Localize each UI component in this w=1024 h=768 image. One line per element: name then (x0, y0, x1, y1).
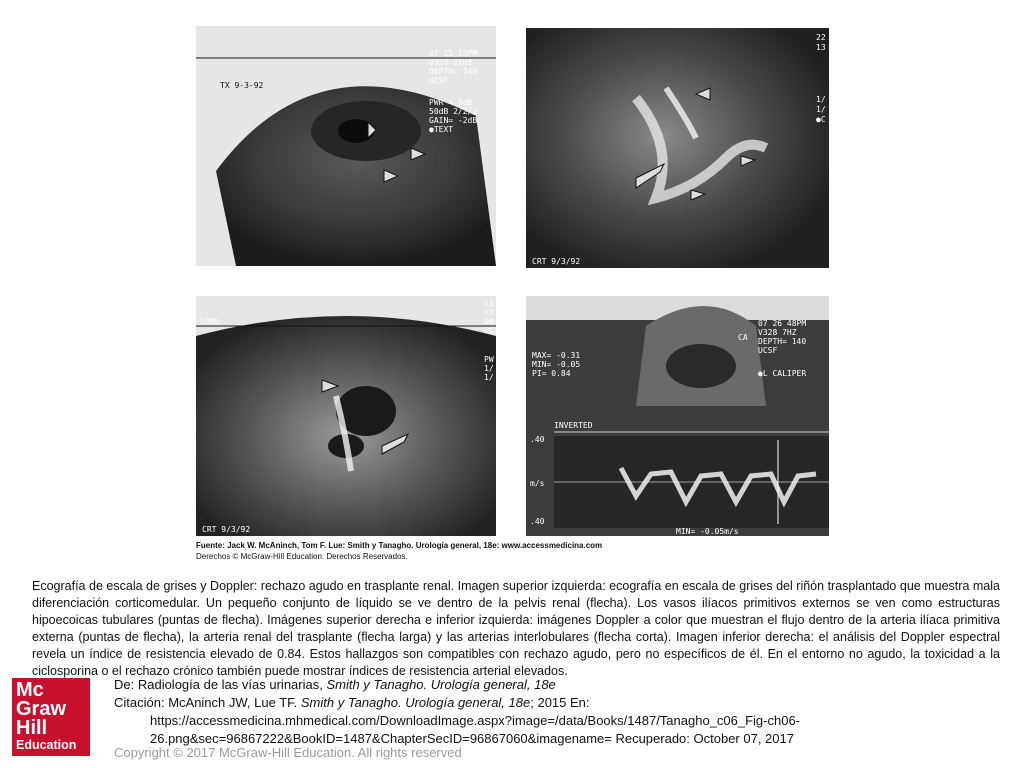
scale-label: .40 (530, 435, 545, 444)
scale-label: m/s (530, 479, 545, 488)
citation-block (114, 676, 1004, 748)
footer-label: CRT 9/3/92 (202, 525, 251, 534)
source-rights-line: Derechos © McGraw-Hill Education. Derechos Reservados. (196, 552, 408, 561)
side-label: 22 (816, 33, 826, 42)
side-label: PW (484, 355, 494, 364)
logo-line: Graw (16, 698, 67, 720)
side-label: ●C (816, 115, 826, 124)
readout-line: MAX= -0.31 (532, 351, 581, 360)
header-line: 07 26 48PM (758, 319, 807, 328)
side-label: 13 (816, 43, 826, 52)
grayscale-scan-image (196, 26, 496, 266)
footer-label: CRT 9/3/92 (532, 257, 581, 266)
header-line: V328 21HZ (429, 58, 473, 67)
scan-id-label: TX 9-3-92 (220, 81, 264, 90)
settings-line: GAIN= -2dB (429, 116, 478, 125)
spectral-doppler-image (526, 296, 829, 536)
scale-label: .40 (530, 517, 545, 526)
header-line: 11 (484, 299, 494, 308)
citation-reference: Citación: McAninch JW, Lue TF. Smith y Tanagho. Urología general, 18e; 2015 En: (114, 695, 590, 710)
mcgraw-hill-logo (12, 678, 90, 756)
side-label: CA (738, 333, 748, 342)
color-doppler-image (526, 28, 829, 268)
doppler-long-image (196, 296, 496, 536)
figure-source (196, 540, 756, 562)
logo-line: Mc (16, 679, 44, 701)
header-line: D8 (484, 317, 494, 326)
side-label: 1/ (484, 373, 494, 382)
figure-caption: Ecografía de escala de grises y Doppler: rechazo agudo en trasplante renal. Imagen superior izquierda: ecografía en escala de grises del riñón trasplantado que muestra mala diferenciación corticomedular. Un pequeño conjunto de líquido se ve dentro de la pelvis renal (flecha). Los vasos ilíacos primitivos externos se ven como estructuras hipoecoicas tubulares (puntas de flecha). Imágenes superior derecha e inferior izquierda: imágenes Doppler a color que muestran el flujo dentro de la arteria ilíaca primitiva externa (puntas de flecha), la arteria renal del trasplante (flecha larga) y las arterias interlobulares (flecha corta). Imagen inferior derecha: el análisis del Doppler espectral revela un índice de resistencia elevado de 0.84. Estos hallazgos son compatibles con rechazo agudo, pero no específicos de él. En el entorno no agudo, la toxicidad a la ciclosporina o el rechazo crónico también puede mostrar índices de resistencia arterial elevados. (32, 579, 1000, 678)
side-label: 1/ (484, 364, 494, 373)
panel-color-doppler-top (526, 28, 829, 268)
copyright-notice: Copyright © 2017 McGraw-Hill Education. All rights reserved (114, 745, 462, 760)
readout-line: MIN= -0.05 (532, 360, 581, 369)
panel-spectral-doppler (526, 296, 829, 536)
settings-line: PWR = 0dB (429, 98, 473, 107)
citation-url-continued[interactable]: 26.png&sec=96867222&BookID=1487&ChapterSecID=96867060&imagename= Recuperado: October 07, 2017 (150, 731, 794, 746)
logo-line: Hill (16, 717, 48, 739)
side-label: 1/ (816, 95, 826, 104)
header-line: DEPTH= 140 (758, 337, 807, 346)
header-line: UCSF (758, 346, 778, 355)
header-line: UCSF (429, 76, 449, 85)
header-line: V328 7HZ (758, 328, 797, 337)
ultrasound-figure (193, 26, 829, 564)
side-label: 1/ (816, 105, 826, 114)
min-label: MIN= -0.05m/s (676, 527, 739, 536)
logo-line: Education (16, 738, 77, 752)
header-line: V3 (484, 308, 494, 317)
source-line: Fuente: Jack W. McAninch, Tom F. Lue: Smith y Tanagho. Urología general, 18e: www.accessmedicina.com (196, 541, 603, 550)
inverted-label: INVERTED (554, 421, 593, 430)
settings-line: 50dB 2/2/2 (429, 107, 478, 116)
panel-color-doppler-long (196, 296, 496, 536)
view-label: LONG (200, 317, 220, 326)
readout-line: PI= 0.84 (532, 369, 571, 378)
caliper-label: ●L CALIPER (758, 369, 807, 378)
header-line: DEPTH= 140 (429, 67, 478, 76)
header-line: 07 25 15PM (429, 49, 478, 58)
citation-url[interactable]: https://accessmedicina.mhmedical.com/DownloadImage.aspx?image=/data/Books/1487/Tanagho_c06_Fig-ch06- (150, 713, 801, 728)
panel-grayscale-ultrasound (196, 26, 496, 266)
header-line: UC (484, 326, 494, 335)
citation-from: De: Radiología de las vías urinarias, Smith y Tanagho. Urología general, 18e (114, 677, 556, 692)
settings-line: ●TEXT (429, 125, 454, 134)
